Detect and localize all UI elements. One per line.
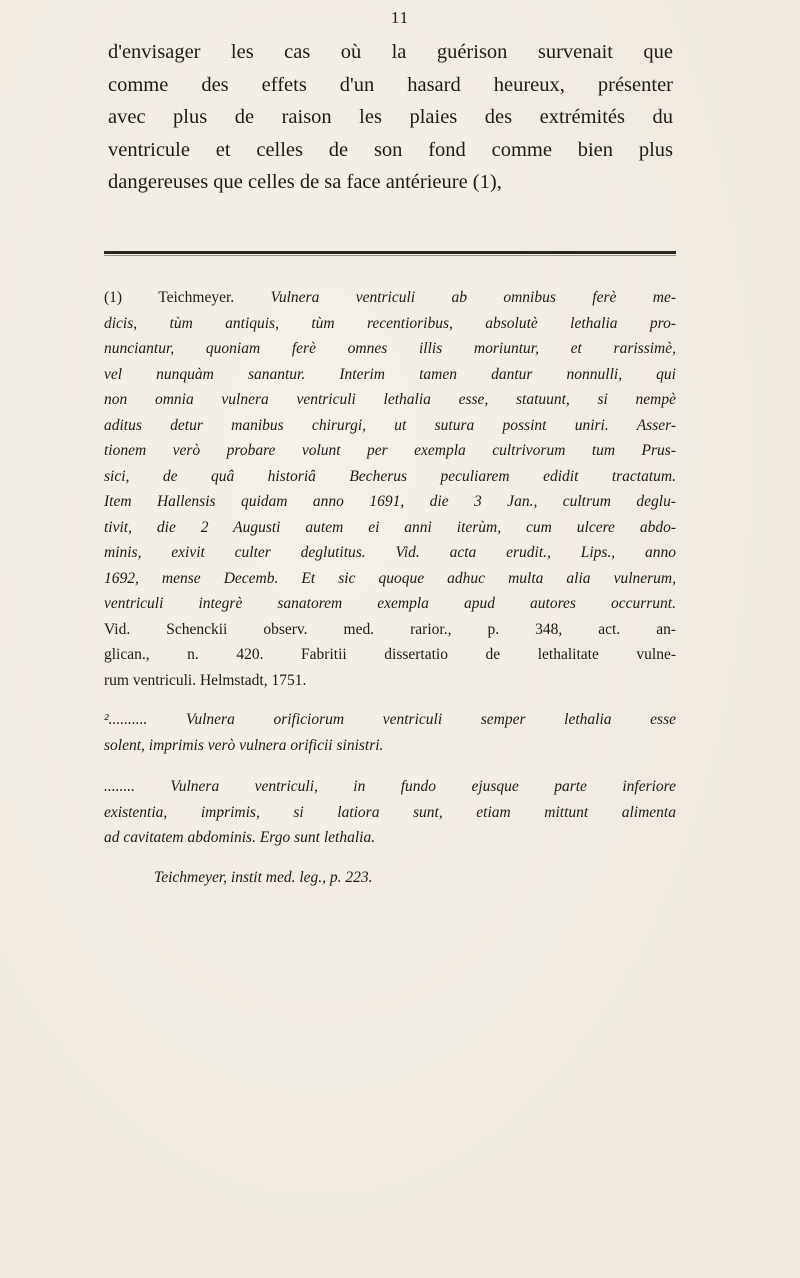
footnote-signature: Teichmeyer, instit med. leg., p. 223. [154, 868, 373, 886]
footnote-marker: (1) [104, 289, 123, 306]
footnote-line: Item Hallensis quidam anno 1691, die 3 Jan., cultrum deglu- [104, 493, 676, 510]
footnote-separator-thin [104, 255, 676, 256]
footnote-author: Teichmeyer. [158, 289, 235, 306]
main-line: d'envisager les cas où la guérison survenait que [108, 41, 673, 63]
footnote-quote-line: ad cavitatem abdominis. Ergo sunt lethalia. [104, 829, 376, 846]
spacer [104, 758, 676, 774]
footnote-line: tivit, die 2 Augusti autem ei anni iterùm, cum ulcere abdo- [104, 518, 676, 536]
footnote-line: glican., n. 420. Fabritii dissertatio de lethalitate vulne- [104, 646, 676, 663]
footnote [104, 285, 676, 890]
main-line: ventricule et celles de son fond comme bien plus [108, 138, 673, 161]
footnote-line: Vid. Schenckii observ. med. rarior., p. 348, act. an- [104, 620, 676, 638]
footnote-line: non omnia vulnera ventriculi lethalia esse, statuunt, si nempè [104, 391, 676, 408]
footnote-line-first [104, 285, 676, 311]
spacer [104, 693, 676, 707]
footnote-line: tionem verò probare volunt per exempla cultrivorum tum Prus- [104, 442, 676, 459]
footnote-line: rum ventriculi. Helmstadt, 1751. [104, 671, 307, 689]
footnote-line: ventriculi integrè sanatorem exempla apud autores occurrunt. [104, 595, 676, 612]
page-number: 11 [390, 8, 410, 27]
footnote-quote-line: ........ Vulnera ventriculi, in fundo ejusque parte inferiore [104, 778, 676, 795]
main-paragraph [108, 36, 673, 199]
main-line: dangereuses que celles de sa face antérieure (1), [108, 171, 502, 193]
footnote-quote-line: ².......... Vulnera orificiorum ventriculi semper lethalia esse [104, 711, 676, 728]
footnote-line: 1692, mense Decemb. Et sic quoque adhuc multa alia vulnerum, [104, 569, 676, 587]
spacer [104, 851, 676, 865]
footnote-separator [104, 251, 676, 254]
footnote-line: minis, exivit culter deglutitus. Vid. acta erudit., Lips., anno [104, 544, 676, 561]
footnote-line: dicis, tùm antiquis, tùm recentioribus, absolutè lethalia pro- [104, 314, 676, 332]
footnote-line: aditus detur manibus chirurgi, ut sutura possint uniri. Asser- [104, 416, 676, 434]
footnote-line: sici, de quâ historiâ Becherus peculiarem edidit tractatum. [104, 467, 676, 485]
main-line: avec plus de raison les plaies des extrémités du [108, 106, 673, 128]
main-line: comme des effets d'un hasard heureux, présenter [108, 73, 673, 96]
footnote-text: Vulnera ventriculi ab omnibus ferè me- [270, 289, 676, 306]
footnote-line: vel nunquàm sanantur. Interim tamen dantur nonnulli, qui [104, 365, 676, 383]
footnote-line: nunciantur, quoniam ferè omnes illis moriuntur, et rarissimè, [104, 340, 676, 357]
footnote-quote-line: solent, imprimis verò vulnera orificii sinistri. [104, 736, 384, 754]
footnote-quote-line: existentia, imprimis, si latiora sunt, etiam mittunt alimenta [104, 803, 676, 821]
